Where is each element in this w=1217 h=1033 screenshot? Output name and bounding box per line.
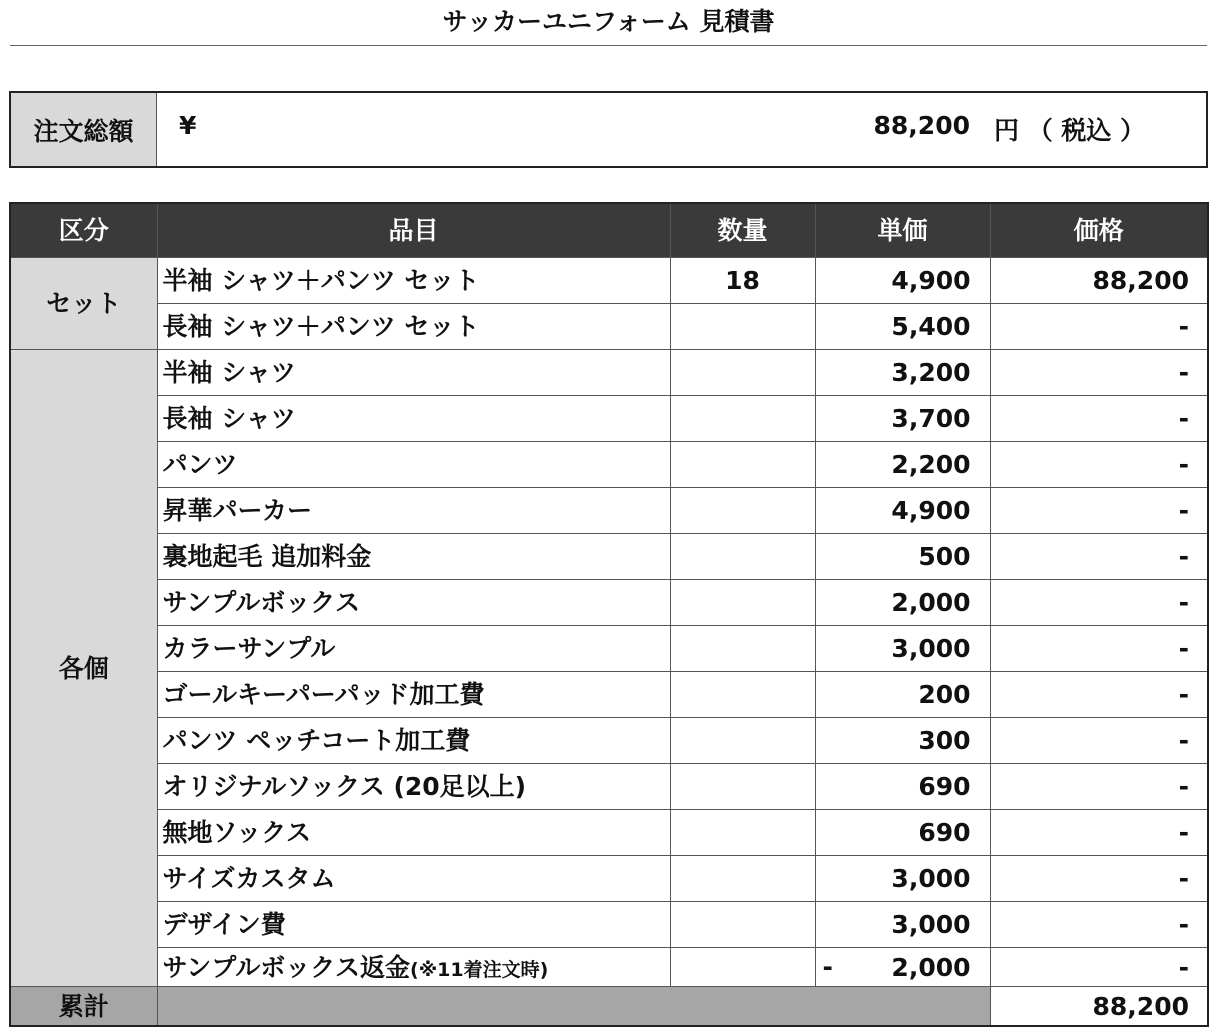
price-cell: - — [990, 442, 1208, 488]
table-row — [10, 580, 1208, 626]
quantity-cell: 18 — [670, 258, 815, 304]
unit-price-value: 3,000 — [891, 634, 971, 663]
item-name: サイズカスタム — [162, 864, 336, 893]
quote-table — [9, 202, 1209, 1027]
quantity-cell — [670, 948, 815, 987]
item-name: 半袖 シャツ — [162, 358, 296, 387]
column-header-quantity: 数量 — [670, 203, 815, 258]
item-name-cell — [157, 258, 670, 304]
table-row — [10, 442, 1208, 488]
summary-row — [10, 987, 1208, 1027]
quantity-cell — [670, 534, 815, 580]
unit-price-value: 690 — [918, 772, 971, 801]
unit-price-cell — [815, 350, 990, 396]
item-name-cell — [157, 764, 670, 810]
quantity-cell — [670, 810, 815, 856]
category-cell: セット — [10, 258, 157, 350]
summary-value: 88,200 — [990, 987, 1208, 1027]
item-name: パンツ — [162, 450, 238, 479]
quantity-cell — [670, 580, 815, 626]
item-name: 裏地起毛 追加料金 — [162, 542, 372, 571]
unit-price-value: 4,900 — [891, 496, 971, 525]
price-cell: - — [990, 672, 1208, 718]
quantity-cell — [670, 626, 815, 672]
item-name-cell — [157, 718, 670, 764]
unit-price-value: 300 — [918, 726, 971, 755]
table-row — [10, 948, 1208, 987]
item-name-cell — [157, 810, 670, 856]
item-name-cell — [157, 580, 670, 626]
unit-price-value: 690 — [918, 818, 971, 847]
item-name-cell — [157, 534, 670, 580]
price-cell: - — [990, 626, 1208, 672]
price-cell: - — [990, 580, 1208, 626]
column-header-category: 区分 — [10, 203, 157, 258]
item-name-cell — [157, 488, 670, 534]
item-name-cell — [157, 396, 670, 442]
order-total-amount: 88,200 — [873, 111, 970, 140]
price-cell: - — [990, 764, 1208, 810]
unit-price-prefix: - — [822, 952, 833, 982]
unit-price-value: 3,000 — [891, 910, 971, 939]
table-row — [10, 672, 1208, 718]
table-row — [10, 856, 1208, 902]
unit-price-value: 3,700 — [891, 404, 971, 433]
price-cell: - — [990, 902, 1208, 948]
item-name-cell — [157, 672, 670, 718]
quantity-cell — [670, 718, 815, 764]
unit-price-value: 2,200 — [891, 450, 971, 479]
order-total-unit: 円 （ 税込 ） — [994, 116, 1146, 145]
price-cell: - — [990, 810, 1208, 856]
item-name-cell — [157, 442, 670, 488]
unit-price-cell — [815, 902, 990, 948]
price-cell: - — [990, 488, 1208, 534]
unit-price-cell — [815, 948, 990, 987]
order-total-box — [9, 91, 1208, 168]
column-header-price: 価格 — [990, 203, 1208, 258]
item-name: 長袖 シャツ＋パンツ セット — [162, 312, 480, 341]
table-row — [10, 258, 1208, 304]
quantity-cell — [670, 488, 815, 534]
unit-price-cell — [815, 856, 990, 902]
price-cell: - — [990, 396, 1208, 442]
quantity-cell — [670, 856, 815, 902]
item-note: (※11着注文時) — [410, 958, 549, 981]
order-total-value — [157, 93, 1206, 166]
item-name-cell — [157, 304, 670, 350]
item-name: カラーサンプル — [162, 634, 336, 663]
table-row — [10, 350, 1208, 396]
unit-price-cell — [815, 764, 990, 810]
summary-spacer — [157, 987, 990, 1027]
item-name-cell — [157, 626, 670, 672]
quote-table-body — [10, 258, 1208, 987]
table-row — [10, 488, 1208, 534]
table-row — [10, 764, 1208, 810]
table-row — [10, 304, 1208, 350]
item-name-cell — [157, 948, 670, 987]
unit-price-value: 200 — [918, 680, 971, 709]
unit-price-cell — [815, 534, 990, 580]
quantity-cell — [670, 396, 815, 442]
quantity-cell — [670, 442, 815, 488]
table-row — [10, 718, 1208, 764]
price-cell: - — [990, 304, 1208, 350]
table-row — [10, 396, 1208, 442]
document-title: サッカーユニフォーム 見積書 — [442, 7, 775, 36]
price-cell: - — [990, 856, 1208, 902]
price-cell: - — [990, 350, 1208, 396]
price-cell: - — [990, 948, 1208, 987]
unit-price-cell — [815, 672, 990, 718]
unit-price-value: 4,900 — [891, 266, 971, 295]
item-name: 長袖 シャツ — [162, 404, 296, 433]
unit-price-cell — [815, 258, 990, 304]
column-header-unit-price: 単価 — [815, 203, 990, 258]
order-total-label: 注文総額 — [11, 93, 157, 166]
price-cell: 88,200 — [990, 258, 1208, 304]
table-row — [10, 534, 1208, 580]
unit-price-value: 2,000 — [891, 952, 971, 982]
category-cell: 各個 — [10, 350, 157, 987]
unit-price-cell — [815, 626, 990, 672]
unit-price-cell — [815, 304, 990, 350]
item-name-cell — [157, 902, 670, 948]
unit-price-cell — [815, 718, 990, 764]
summary-label: 累計 — [10, 987, 157, 1027]
item-name: オリジナルソックス (20足以上) — [162, 772, 527, 801]
unit-price-value: 2,000 — [891, 588, 971, 617]
unit-price-cell — [815, 396, 990, 442]
unit-price-value: 500 — [918, 542, 971, 571]
item-name: パンツ ペッチコート加工費 — [162, 726, 471, 755]
unit-price-cell — [815, 810, 990, 856]
unit-price-cell — [815, 580, 990, 626]
quantity-cell — [670, 902, 815, 948]
currency-symbol: ¥ — [179, 111, 197, 140]
quantity-cell — [670, 304, 815, 350]
table-header-row — [10, 203, 1208, 258]
quantity-cell — [670, 672, 815, 718]
item-name-cell — [157, 350, 670, 396]
quantity-cell — [670, 350, 815, 396]
item-name: 無地ソックス — [162, 818, 312, 847]
column-header-item: 品目 — [157, 203, 670, 258]
item-name: ゴールキーパーパッド加工費 — [162, 680, 485, 709]
unit-price-cell — [815, 488, 990, 534]
item-name: サンプルボックス — [162, 588, 361, 617]
unit-price-value: 3,000 — [891, 864, 971, 893]
table-row — [10, 902, 1208, 948]
item-name: サンプルボックス返金 — [162, 952, 411, 982]
item-name: 半袖 シャツ＋パンツ セット — [162, 266, 480, 295]
title-divider — [10, 45, 1207, 46]
price-cell: - — [990, 534, 1208, 580]
item-name-cell — [157, 856, 670, 902]
item-name: 昇華パーカー — [162, 496, 313, 525]
quantity-cell — [670, 764, 815, 810]
table-row — [10, 810, 1208, 856]
unit-price-value: 3,200 — [891, 358, 971, 387]
price-cell: - — [990, 718, 1208, 764]
table-row — [10, 626, 1208, 672]
unit-price-cell — [815, 442, 990, 488]
unit-price-value: 5,400 — [891, 312, 971, 341]
item-name: デザイン費 — [162, 910, 286, 939]
